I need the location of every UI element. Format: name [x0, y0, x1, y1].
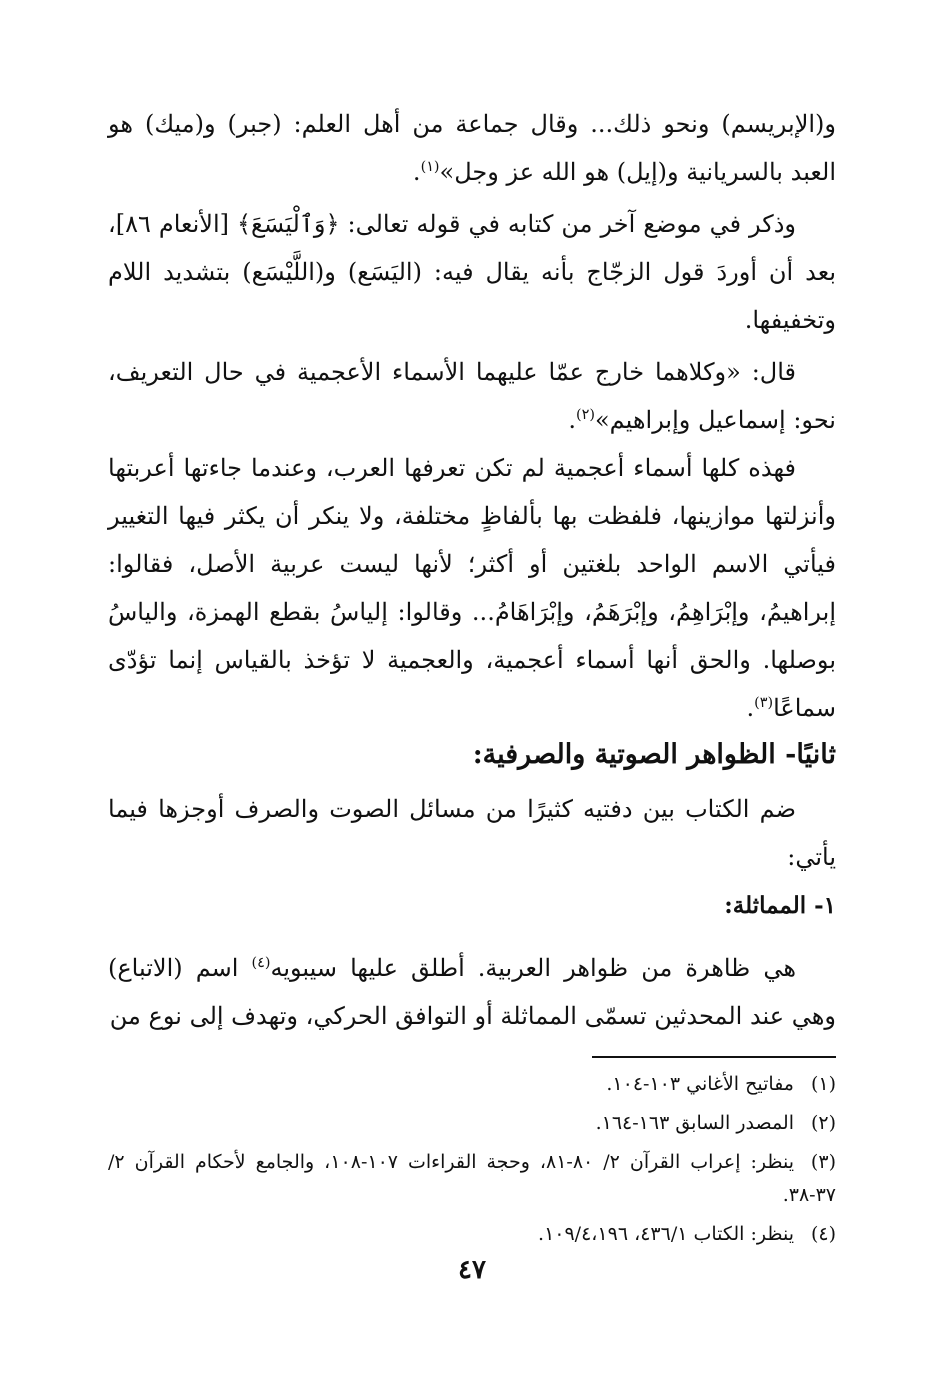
footnote-ref-3[interactable]: (٣)	[754, 695, 774, 711]
footnote-ref-2[interactable]: (٢)	[575, 407, 595, 423]
footnotes	[108, 1068, 836, 1257]
footnote-4: (٤)ينظر: الكتاب ٤٣٦/١، ١٠٩/٤،١٩٦.	[538, 1223, 836, 1245]
body-block-1	[108, 100, 836, 196]
footnote-1: (١)مفاتيح الأغاني ١٠٣-١٠٤.	[606, 1073, 836, 1095]
footnote-ref-1[interactable]: (١)	[420, 159, 440, 175]
page-number: ٤٧	[458, 1255, 486, 1285]
paragraph-4: فهذه كلها أسماء أعجمية لم تكن تعرفها العرب، وعندما جاءتها أعربتها وأنزلتها موازينها، فلفظت بها بألفاظٍ مختلفة، ولا ينكر أن يكثر فيها التغيير فيأتي الاسم الواحد بلغتين أو أكثر؛ لأنها ليست عربية الأصل، فقالوا: إبراهيمُ، وإبْرَاهِمُ، وإبْرَهَمُ، وإبْرَاهَامُ... وقالوا: إلياسُ بقطع الهمزة، والياسُ بوصلها. والحق أنها أسماء أعجمية، والعجمية لا تؤخذ بالقياس إنما تؤدّى سماعًا$^{(٣)}$.	[108, 454, 836, 722]
body-block-3	[108, 348, 836, 444]
paragraph-1: و(الإبريسم) ونحو ذلك... وقال جماعة من أهل العلم: (جبر) و(ميك) هو العبد بالسريانية و(إيل) هو الله عز وجل»$^{(١)}$.	[108, 110, 836, 186]
subsection-heading: ١- المماثلة:	[724, 892, 836, 919]
body-block-2	[108, 200, 836, 344]
paragraph-2: وذكر في موضع آخر من كتابه في قوله تعالى: ﴿وَٱلْيَسَعَ﴾ [الأنعام ٨٦]، بعد أن أوردَ قول الزجّاج بأنه يقال فيه: (اليَسَع) و(اللَّيْسَع) بتشديد اللام وتخفيفها.	[108, 210, 836, 334]
footnote-3: (٣)ينظر: إعراب القرآن ٢/ ٨٠-٨١، وحجة القراءات ١٠٧-١٠٨، والجامع لأحكام القرآن ٢/ ٣٧-٣٨.	[108, 1151, 836, 1206]
paragraph-6: هي ظاهرة من ظواهر العربية. أطلق عليها سيبويه$^{(٤)}$ اسم (الاتباع) وهي عند المحدثين تسمّى المماثلة أو التوافق الحركي، وتهدف إلى نوع من	[108, 954, 836, 1030]
section-heading: ثانيًا- الظواهر الصوتية والصرفية:	[472, 739, 836, 770]
paragraph-5: ضم الكتاب بين دفتيه كثيرًا من مسائل الصوت والصرف أوجزها فيما يأتي:	[108, 795, 836, 871]
body-block-6	[108, 944, 836, 1040]
footnote-separator	[592, 1056, 836, 1058]
body-block-5	[108, 785, 836, 881]
body-block-4	[108, 444, 836, 732]
footnote-ref-4[interactable]: (٤)	[251, 955, 271, 971]
paragraph-3: قال: «وكلاهما خارج عمّا عليهما الأسماء الأعجمية في حال التعريف، نحو: إسماعيل وإبراهيم»$^{(٢)}$.	[108, 358, 836, 434]
footnote-2: (٢)المصدر السابق ١٦٣-١٦٤.	[595, 1112, 836, 1134]
